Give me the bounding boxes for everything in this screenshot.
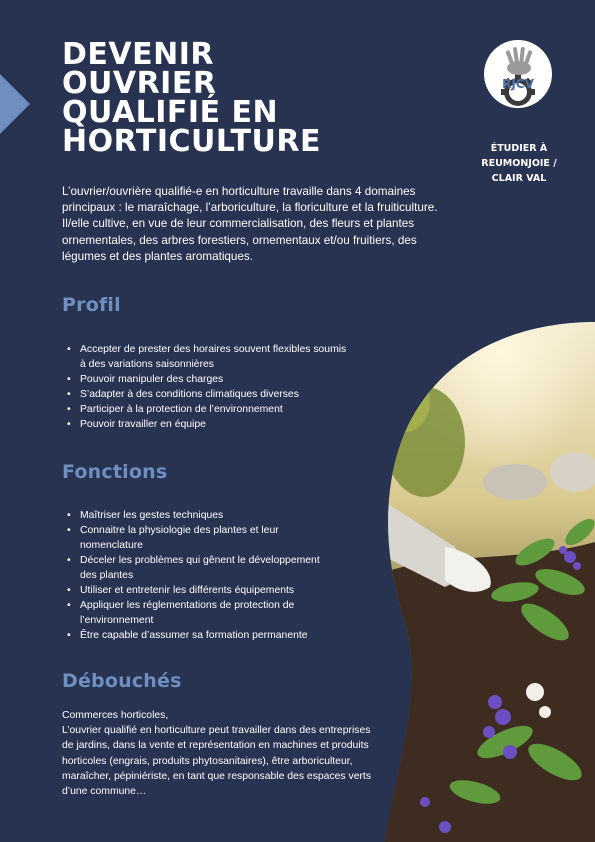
list-item: • Être capable d’assumer sa formation permanente xyxy=(80,628,325,643)
hand-gear-logo-icon xyxy=(484,40,552,108)
fonctions-heading: Fonctions xyxy=(62,461,168,483)
list-item: • S’adapter à des conditions climatiques diverses xyxy=(80,387,350,402)
list-item: • Déceler les problèmes qui gênent le développement des plantes xyxy=(80,553,325,583)
list-item: • Appliquer les réglementations de protection de l’environnement xyxy=(80,598,325,628)
list-item: • Participer à la protection de l’environnement xyxy=(80,402,350,417)
school-logo xyxy=(484,40,552,108)
chevron-right-icon xyxy=(0,74,30,134)
debouches-line-1: Commerces horticoles, xyxy=(62,710,169,721)
intro-paragraph: L’ouvrier/ouvrière qualifié-e en horticulture travaille dans 4 domaines principaux : le maraîchage, l’arboriculture, la floriculture et la fruiticulture. Il/elle cultive, en vue de leur commercialisation, des fleurs et plantes ornementales, des arbres forestiers, ornementaux et/ou fruitiers, des légumes et des plantes aromatiques. xyxy=(62,185,438,263)
logo-text: RJCV xyxy=(502,77,534,91)
page-title: DEVENIR OUVRIER QUALIFIÉ EN HORTICULTURE xyxy=(62,37,321,159)
debouches-text xyxy=(62,708,382,799)
debouches-line-2: L’ouvrier qualifié en horticulture peut travailler dans des entreprises de jardins, dans la vente et représentation en machines et produits horticoles (engrais, produits phytosanitaires), être arboriculteur, maraîcher, pépiniériste, en tant que responsable des espaces verts d’une commune… xyxy=(62,725,372,798)
debouches-heading: Débouchés xyxy=(62,670,182,692)
profil-list xyxy=(62,342,350,432)
list-item: • Utiliser et entretenir les différents équipements xyxy=(80,583,325,598)
profil-heading: Profil xyxy=(62,294,121,316)
study-location-label: ÉTUDIER À REUMONJOIE / CLAIR VAL xyxy=(481,143,557,184)
list-item: • Pouvoir manipuler des charges xyxy=(80,372,350,387)
list-item: • Connaitre la physiologie des plantes et leur nomenclature xyxy=(80,523,325,553)
fonctions-list xyxy=(62,508,325,643)
gardening-photo xyxy=(385,322,595,842)
list-item: • Pouvoir travailler en équipe xyxy=(80,417,350,432)
list-item: • Accepter de prester des horaires souvent flexibles soumis à des variations saisonnières xyxy=(80,342,350,372)
list-item: • Maîtriser les gestes techniques xyxy=(80,508,325,523)
